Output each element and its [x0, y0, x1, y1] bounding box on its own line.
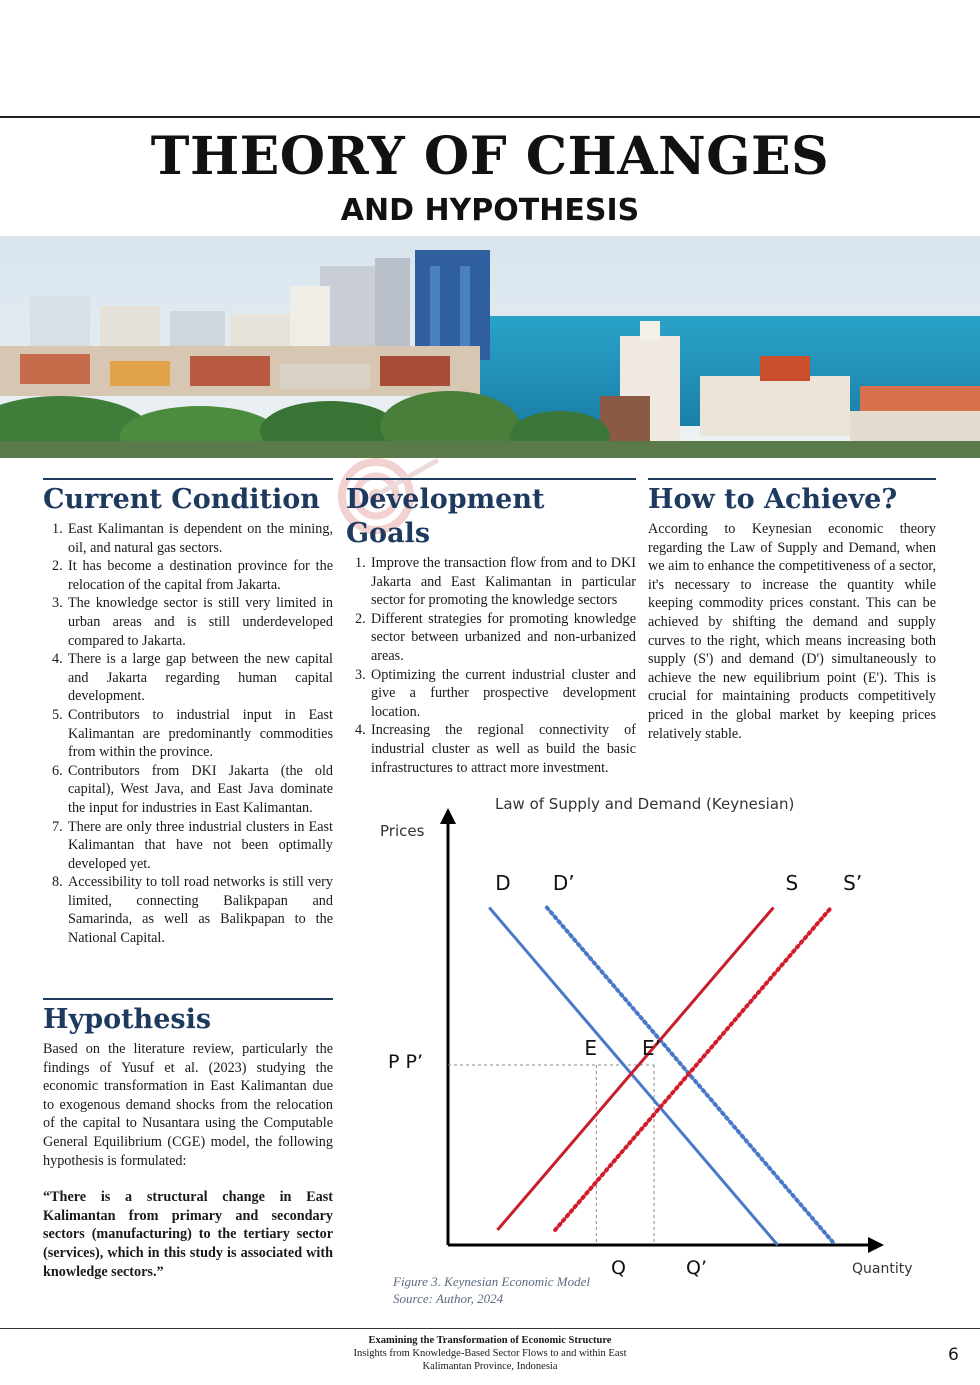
x-axis-arrow: [868, 1237, 884, 1253]
list-item: 6. Contributors from DKI Jakarta (the old capital), West Java, and East Java dominate the input for industries in East Kalimantan.: [52, 762, 333, 816]
series-label-1: D’: [552, 871, 575, 895]
series-label-2: S: [785, 871, 799, 895]
y-axis-arrow: [440, 808, 456, 824]
list-item: 4. Increasing the regional connectivity of industrial cluster as well as build the basic infrastructures to attract more investment.: [355, 722, 636, 776]
top-rule: [0, 116, 980, 118]
how-to-achieve-text: According to Keynesian economic theory regarding the Law of Supply and Demand, when we aim to enhance the competitiveness of a sector, it's necessary to increase the quantity while keeping commodity prices constant. This can be achieved by shifting the demand and supply curves to the right, which means increasing both supply (S') and demand (D') simultaneously to achieve the new equilibrium point (E'). This is crucial for maintaining products competitively priced in the global market by keeping prices relatively stable.: [648, 521, 936, 742]
q-prime-tick-label: Q’: [686, 1257, 707, 1279]
y-axis-label: Prices: [380, 822, 425, 840]
figure-caption: [393, 1273, 590, 1307]
equilibrium-label-1: E’: [642, 1036, 661, 1060]
series-line-0: [489, 908, 777, 1246]
section-rule: [43, 998, 333, 1000]
series-line-2: [497, 908, 773, 1231]
list-item: 2. It has become a destination province for the relocation of the capital from Jakarta.: [52, 558, 333, 593]
section-rule: [346, 478, 636, 480]
series-label-3: S’: [843, 871, 863, 895]
series-label-0: D: [495, 871, 511, 895]
footer-line-3: Kalimantan Province, Indonesia: [422, 1361, 558, 1372]
list-item: 5. Contributors to industrial input in East Kalimantan are predominantly commodities from within the province.: [52, 706, 333, 761]
city-banner-image: [0, 236, 980, 458]
list-item: 3. The knowledge sector is still very limited in urban areas and is still underdeveloped compared to Jakarta.: [52, 595, 333, 649]
hypothesis-text: Based on the literature review, particularly the findings of Yusuf et al. (2023) studying the economic transformation in East Kalimantan due to exogenous demand shocks from the relocation of the capital to Nusantara using the Computable General Equilibrium (CGE) model, the following hypothesis is formulated:: [43, 1041, 333, 1169]
current-condition-heading: Current Condition: [43, 484, 320, 515]
supply-demand-chart: [360, 790, 920, 1280]
current-condition-section: [43, 478, 333, 948]
page-title: THEORY OF CHANGES: [150, 126, 830, 187]
list-item: 3. Optimizing the current industrial cluster and give a further prospective development location.: [355, 666, 636, 720]
page-number: 6: [948, 1345, 959, 1365]
hypothesis-quote: “There is a structural change in East Kalimantan from primary and secondary sectors (manufacturing) to the tertiary sector (services), which in this study is associated with knowledge sectors.”: [43, 1189, 333, 1280]
how-to-achieve-section: [648, 478, 936, 743]
page-subtitle: AND HYPOTHESIS: [340, 193, 640, 228]
current-condition-list: [43, 520, 333, 948]
section-rule: [43, 478, 333, 480]
footer-title: Examining the Transformation of Economic Structure: [368, 1335, 612, 1346]
list-item: 1. East Kalimantan is dependent on the mining, oil, and natural gas sectors.: [52, 521, 333, 556]
footer: [0, 1334, 980, 1373]
list-item: 4. There is a large gap between the new capital and Jakarta regarding human capital development.: [52, 651, 333, 705]
section-rule: [648, 478, 936, 480]
caption-source: Source: Author, 2024: [393, 1291, 504, 1306]
x-axis-label: Quantity: [852, 1261, 913, 1277]
hypothesis-heading: Hypothesis: [43, 1004, 212, 1035]
development-goals-heading: Development Goals: [346, 484, 545, 549]
how-to-achieve-heading: How to Achieve?: [648, 484, 898, 515]
development-goals-list: [346, 554, 636, 777]
equilibrium-label-0: E: [584, 1036, 597, 1060]
footer-line-2: Insights from Knowledge-Based Sector Flows to and within East: [353, 1348, 627, 1359]
series-line-1: [547, 908, 835, 1246]
series-line-3: [555, 908, 831, 1231]
bottom-rule: [0, 1328, 980, 1329]
price-tick-label: P P’: [388, 1051, 423, 1073]
hypothesis-section: [43, 998, 333, 1281]
list-item: 1. Improve the transaction flow from and to DKI Jakarta and East Kalimantan in particular sector for promoting the knowledge sectors: [355, 555, 636, 609]
list-item: 8. Accessibility to toll road networks is still very limited, connecting Balikpapan and Samarinda, as well as Balikpapan to the National Capital.: [52, 874, 333, 947]
list-item: 7. There are only three industrial clusters in East Kalimantan that have not been optimally developed yet.: [52, 818, 333, 872]
chart-title: Law of Supply and Demand (Keynesian): [495, 795, 795, 813]
caption-title: Figure 3. Keynesian Economic Model: [393, 1274, 590, 1289]
q-tick-label: Q: [611, 1257, 626, 1279]
list-item: 2. Different strategies for promoting knowledge sector between urbanized and non-urbanized areas.: [355, 610, 636, 664]
development-goals-section: [346, 478, 636, 777]
